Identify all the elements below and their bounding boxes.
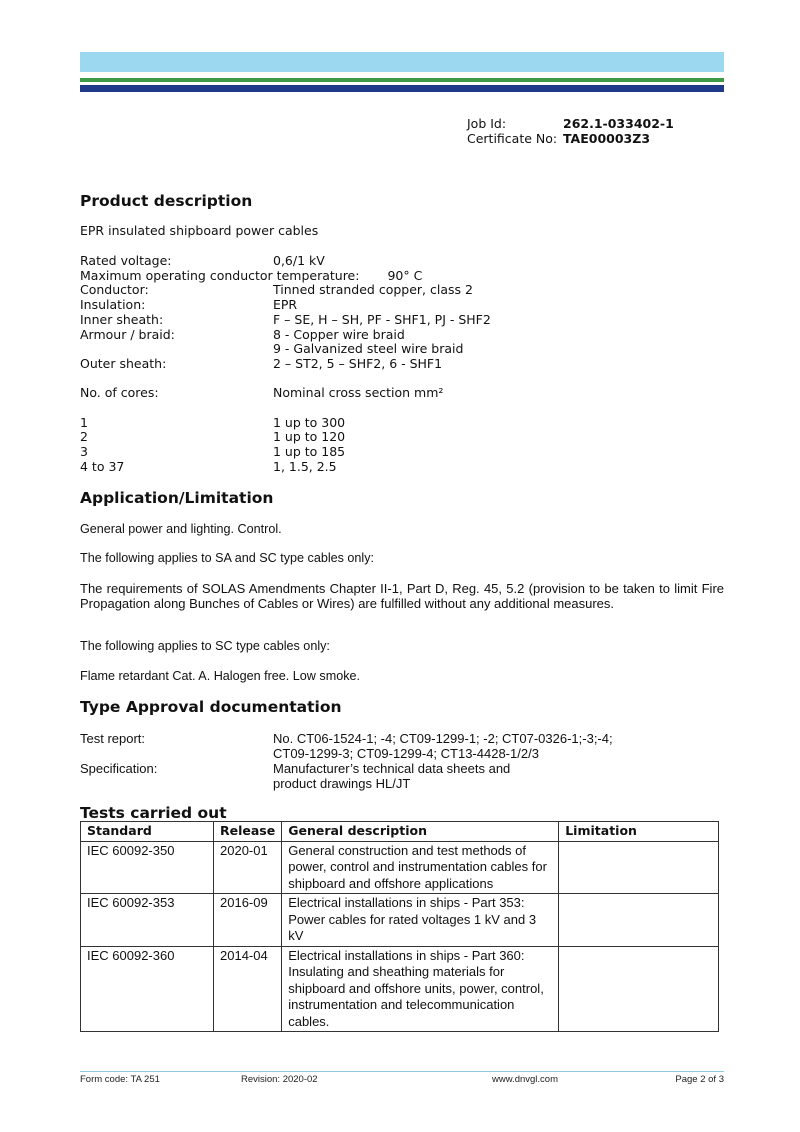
tests-table-header	[81, 822, 719, 842]
tests-table	[80, 821, 719, 1032]
cell-description: General construction and test methods of power, control and instrumentation cables for shipboard and offshore applications	[282, 841, 559, 894]
cores-row	[80, 460, 491, 475]
spec-label: Outer sheath:	[80, 355, 167, 371]
spec-value: 2 – ST2, 5 – SHF2, 6 - SHF1	[273, 355, 443, 371]
spec-label: Maximum operating conductor temperature:	[80, 267, 360, 283]
type-approval-heading: Type Approval documentation	[80, 698, 342, 716]
cross-section: 1, 1.5, 2.5	[273, 458, 337, 474]
cores-count: 1	[80, 414, 88, 430]
footer-page-number: Page 2 of 3	[675, 1074, 724, 1085]
cores-row	[80, 416, 491, 431]
cores-count: 4 to 37	[80, 458, 125, 474]
specification-value: product drawings HL/JT	[273, 776, 411, 791]
header-band-light-blue	[80, 52, 724, 72]
cores-count: 2	[80, 429, 88, 445]
specification-value: Manufacturer’s technical data sheets and	[273, 761, 511, 776]
cross-section-label: Nominal cross section mm²	[273, 385, 444, 401]
footer-website[interactable]: www.dnvgl.com	[492, 1074, 558, 1085]
job-id-label: Job Id:	[467, 116, 507, 131]
cross-section: 1 up to 120	[273, 429, 346, 445]
documentation-list	[80, 731, 613, 791]
tests-heading: Tests carried out	[80, 804, 227, 822]
cores-count: 3	[80, 444, 88, 460]
table-row	[81, 946, 719, 1032]
document-identifiers	[467, 116, 674, 146]
cell-standard: IEC 60092-350	[81, 841, 214, 894]
column-header-release: Release	[214, 822, 282, 842]
spec-value: Tinned stranded copper, class 2	[273, 282, 473, 298]
application-paragraph: General power and lighting. Control.	[80, 522, 282, 536]
cross-section: 1 up to 185	[273, 444, 346, 460]
table-row	[81, 841, 719, 894]
spec-value: EPR	[273, 297, 298, 313]
spec-row-rated-voltage	[80, 254, 491, 269]
solas-paragraph: The requirements of SOLAS Amendments Chapter II-1, Part D, Reg. 45, 5.2 (provision to be taken to limit Fire Propagation along Bunches of Cables or Wires) are fulfilled without any additional measures.	[80, 581, 724, 611]
table-row	[81, 894, 719, 947]
job-id-value: 262.1-033402-1	[563, 116, 674, 131]
header-band-navy	[80, 85, 724, 92]
cross-section: 1 up to 300	[273, 414, 346, 430]
cell-standard: IEC 60092-360	[81, 946, 214, 1032]
cores-label: No. of cores:	[80, 385, 159, 401]
header-band-green	[80, 78, 724, 82]
application-paragraph: The following applies to SA and SC type cables only:	[80, 551, 375, 565]
spec-label	[80, 342, 273, 357]
cores-header-row	[80, 386, 491, 401]
certificate-value: TAE00003Z3	[563, 131, 651, 146]
cell-description: Electrical installations in ships - Part 360: Insulating and sheathing materials for shipboard and offshore units, power, control, instrumentation and telecommunication cables.	[282, 946, 559, 1032]
cell-release: 2020-01	[214, 841, 282, 894]
test-report-value: No. CT06-1524-1; -4; CT09-1299-1; -2; CT07-0326-1;-3;-4;	[273, 731, 613, 746]
column-header-limitation: Limitation	[559, 822, 719, 842]
product-intro: EPR insulated shipboard power cables	[80, 223, 319, 238]
application-paragraph: The following applies to SC type cables only:	[80, 639, 330, 653]
cores-row	[80, 445, 491, 460]
cell-release: 2016-09	[214, 894, 282, 947]
cell-standard: IEC 60092-353	[81, 894, 214, 947]
cell-limitation	[559, 841, 719, 894]
cell-limitation	[559, 894, 719, 947]
spec-value: F – SE, H – SH, PF - SHF1, PJ - SHF2	[273, 311, 491, 327]
test-report-value: CT09-1299-3; CT09-1299-4; CT13-4428-1/2/3	[273, 746, 539, 761]
column-header-standard: Standard	[81, 822, 214, 842]
spec-label: Armour / braid:	[80, 326, 175, 342]
test-report-label: Test report:	[80, 731, 146, 746]
application-heading: Application/Limitation	[80, 489, 274, 507]
product-description-heading: Product description	[80, 192, 253, 210]
footer-revision: Revision: 2020-02	[241, 1074, 318, 1085]
footer-divider	[80, 1071, 724, 1072]
spec-value: 9 - Galvanized steel wire braid	[273, 341, 464, 357]
spec-value: 0,6/1 kV	[273, 253, 325, 268]
spec-label: Rated voltage:	[80, 253, 172, 268]
column-header-description: General description	[282, 822, 559, 842]
certificate-label: Certificate No:	[467, 131, 558, 146]
specification-label: Specification:	[80, 761, 158, 776]
spec-row-max-temperature	[80, 269, 491, 284]
product-specs	[80, 254, 491, 475]
spec-label: Inner sheath:	[80, 311, 164, 327]
cell-description: Electrical installations in ships - Part 353: Power cables for rated voltages 1 kV and 3 kV	[282, 894, 559, 947]
spec-value: 90° C	[387, 267, 423, 283]
spec-label: Insulation:	[80, 297, 146, 313]
footer-form-code: Form code: TA 251	[80, 1074, 160, 1085]
spec-value: 8 - Copper wire braid	[273, 326, 405, 342]
cell-limitation	[559, 946, 719, 1032]
spec-label: Conductor:	[80, 282, 149, 298]
application-paragraph: Flame retardant Cat. A. Halogen free. Low smoke.	[80, 669, 360, 683]
cores-row	[80, 430, 491, 445]
cell-release: 2014-04	[214, 946, 282, 1032]
